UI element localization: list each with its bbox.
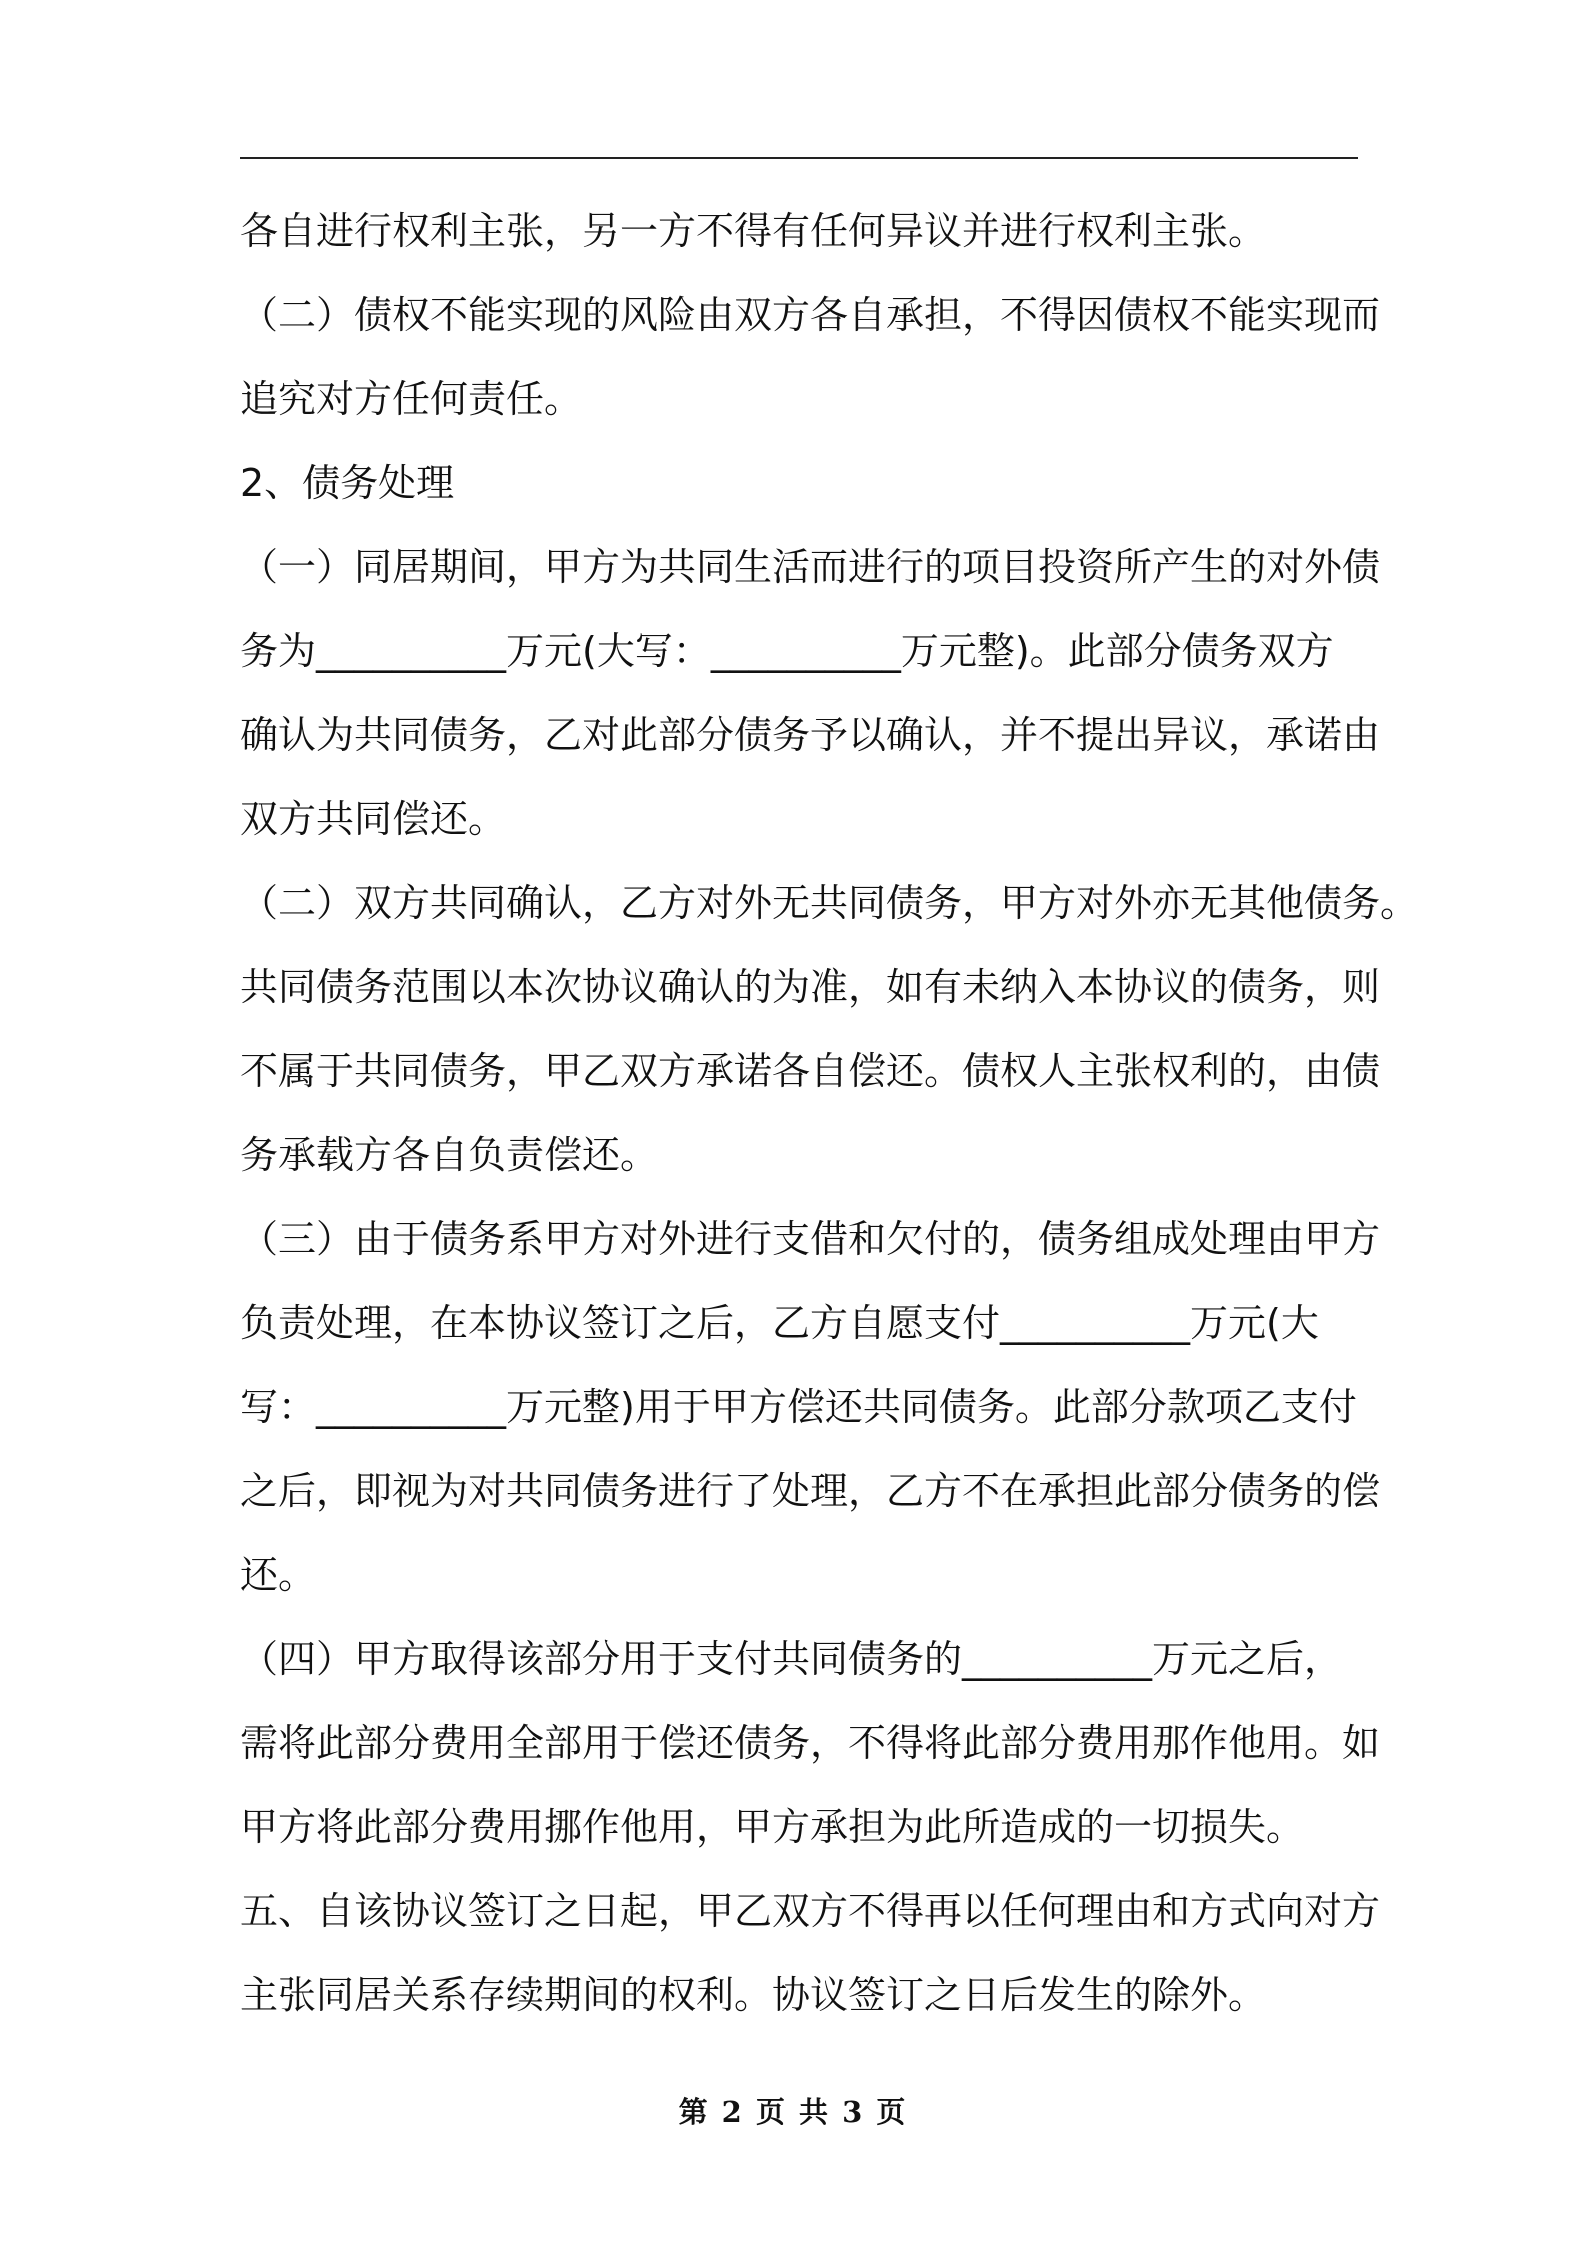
text-line: 务承载方各自负责偿还。 [240,1133,659,1177]
page-number: 第 2 页 共 3 页 [678,2095,908,2129]
text-line: 共同债务范围以本次协议确认的为准，如有未纳入本协议的债务，则 [240,965,1381,1009]
text-line: 追究对方任何责任。 [240,377,583,421]
text-line: 还。 [240,1553,317,1597]
header-divider [240,157,1358,159]
document-body [240,193,1419,2041]
text-line: 主张同居关系存续期间的权利。协议签订之日后发生的除外。 [240,1973,1267,2017]
text-line: （二）债权不能实现的风险由双方各自承担，不得因债权不能实现而 [240,293,1381,337]
text-line: 双方共同偿还。 [240,797,507,841]
text-line: 确认为共同债务，乙对此部分债务予以确认，并不提出异议，承诺由 [240,713,1381,757]
text-line: 甲方将此部分费用挪作他用，甲方承担为此所造成的一切损失。 [240,1805,1305,1849]
text-line: 各自进行权利主张，另一方不得有任何异议并进行权利主张。 [240,209,1267,253]
text-line: 需将此部分费用全部用于偿还债务，不得将此部分费用那作他用。如 [240,1721,1381,1765]
text-line: 务为__________万元(大写：__________万元整)。此部分债务双方 [240,629,1334,673]
text-line: 写：__________万元整)用于甲方偿还共同债务。此部分款项乙支付 [240,1385,1357,1429]
text-line: （三）由于债务系甲方对外进行支借和欠付的，债务组成处理由甲方 [240,1217,1381,1261]
text-line: 负责处理，在本协议签订之后，乙方自愿支付__________万元(大 [240,1301,1319,1345]
section-heading: 2、债务处理 [240,461,455,505]
text-line: 不属于共同债务，甲乙双方承诺各自偿还。债权人主张权利的，由债 [240,1049,1381,1093]
text-line: （一）同居期间，甲方为共同生活而进行的项目投资所产生的对外债 [240,545,1381,589]
text-line: （四）甲方取得该部分用于支付共同债务的__________万元之后， [240,1637,1343,1681]
text-line: 五、自该协议签订之日起，甲乙双方不得再以任何理由和方式向对方 [240,1889,1381,1933]
text-line: （二）双方共同确认，乙方对外无共同债务，甲方对外亦无其他债务。 [240,881,1419,925]
text-line: 之后，即视为对共同债务进行了处理，乙方不在承担此部分债务的偿 [240,1469,1381,1513]
